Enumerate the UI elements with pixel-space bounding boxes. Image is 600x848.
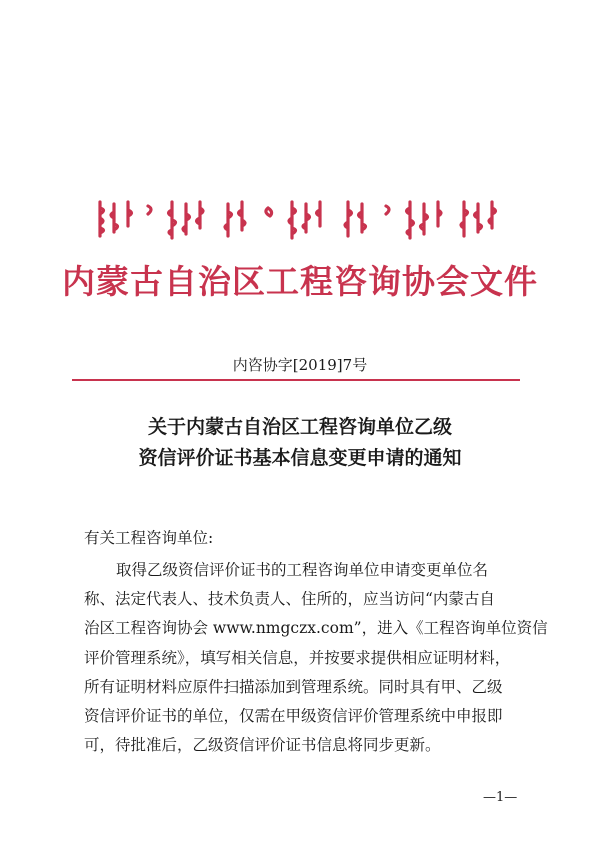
mongolian-script-glyphs (92, 196, 510, 244)
issuing-organization-title: 内蒙古自治区工程咨询协会文件 (62, 262, 538, 301)
body-line: 治区工程咨询协会 www.nmgczx.com”，进入《工程咨询单位资信 (84, 619, 548, 638)
page-number: —1— (483, 790, 518, 805)
red-divider-line (72, 379, 520, 381)
mongolian-script-heading (92, 196, 510, 244)
body-line: 可，待批准后，乙级资信评价证书信息将同步更新。 (84, 736, 441, 755)
notice-title-line-2: 资信评价证书基本信息变更申请的通知 (138, 447, 462, 469)
body-line: 称、法定代表人、技术负责人、住所的，应当访问“内蒙古自 (84, 590, 495, 609)
notice-title (0, 412, 600, 474)
notice-body (84, 556, 548, 760)
notice-title-line-1: 关于内蒙古自治区工程咨询单位乙级 (147, 416, 452, 438)
salutation: 有关工程咨询单位: (84, 529, 214, 547)
body-line: 取得乙级资信评价证书的工程咨询单位申请变更单位名 (116, 561, 489, 579)
body-line: 评价管理系统》，填写相关信息，并按要求提供相应证明材料， (84, 648, 511, 667)
body-line: 所有证明材料应原件扫描添加到管理系统。同时具有甲、乙级 (84, 677, 503, 696)
body-line: 资信评价证书的单位，仅需在甲级资信评价管理系统中申报即 (84, 707, 503, 726)
document-number: 内咨协字[2019]7号 (232, 356, 368, 374)
